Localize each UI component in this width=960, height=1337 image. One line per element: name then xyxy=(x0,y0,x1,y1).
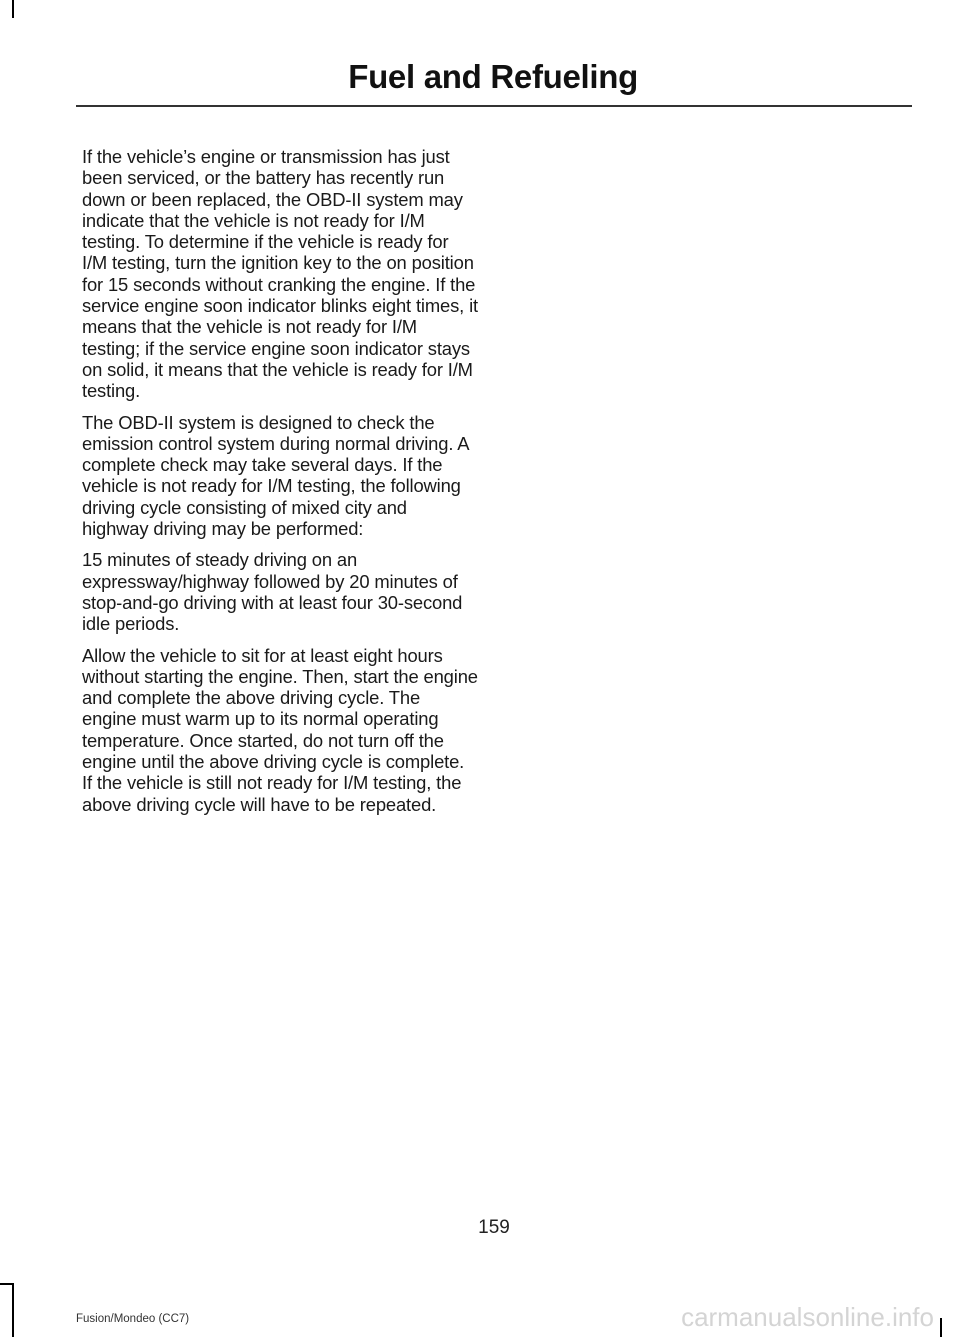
page-number: 159 xyxy=(478,1217,510,1238)
body-text-column xyxy=(82,146,478,825)
title-divider xyxy=(76,105,912,107)
footer-model-label: Fusion/Mondeo (CC7) xyxy=(76,1313,190,1325)
crop-mark-bottom-left-vertical xyxy=(12,1283,14,1337)
paragraph-readiness-check: If the vehicle’s engine or transmission has just been serviced, or the battery has recently run down or been replaced, the OBD-II system may indicate that the vehicle is not ready for I/M testing. To determine if the vehicle is ready for I/M testing, turn the ignition key to the on position for 15 seconds without cranking the engine. If the service engine soon indicator blinks eight times, it means that the vehicle is not ready for I/M testing; if the service engine soon indicator stays on solid, it means that the vehicle is ready for I/M testing. xyxy=(82,146,478,402)
paragraph-obd-system: The OBD-II system is designed to check the emission control system during normal driving. A complete check may take several days. If the vehicle is not ready for I/M testing, the following driving cycle consisting of mixed city and highway driving may be performed: xyxy=(82,411,469,540)
paragraph-driving-cycle: 15 minutes of steady driving on an expressway/highway followed by 20 minutes of stop-and-go driving with at least four 30-second idle periods. xyxy=(82,549,463,635)
section-title: Fuel and Refueling xyxy=(348,58,638,95)
watermark: carmanualsonline.info xyxy=(681,1302,934,1332)
crop-mark-top-left xyxy=(12,0,14,18)
crop-mark-bottom-right xyxy=(940,1318,942,1337)
paragraph-repeat-instructions: Allow the vehicle to sit for at least eight hours without starting the engine. Then, start the engine and complete the above driving cycle. The engine must warm up to its normal operating temperature. Once started, do not turn off the engine until the above driving cycle is complete. If the vehicle is still not ready for I/M testing, the above driving cycle will have to be repeated. xyxy=(82,644,478,815)
crop-mark-bottom-left-horizontal xyxy=(0,1283,12,1285)
